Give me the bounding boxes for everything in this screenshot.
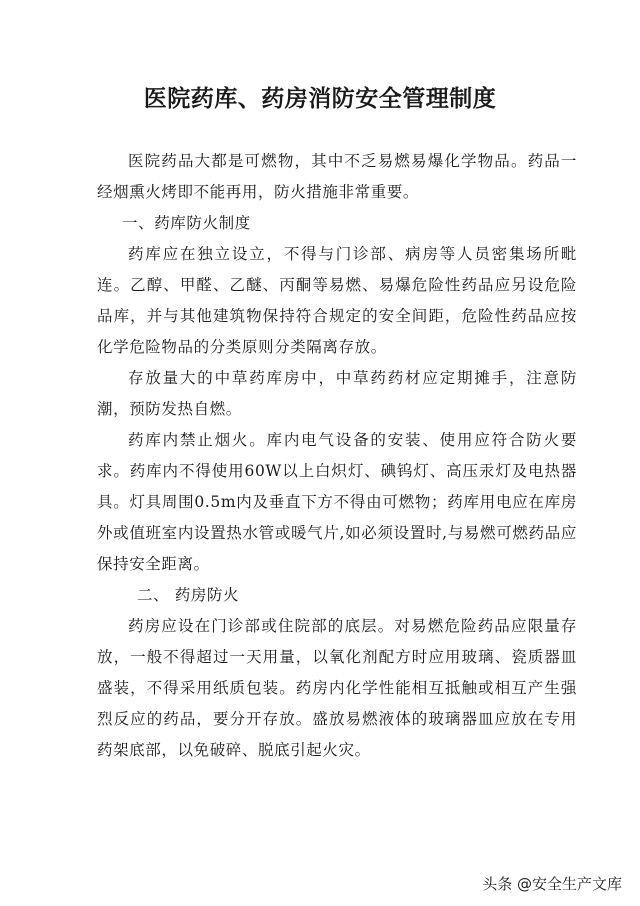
document-title: 医院药库、药房消防安全管理制度 xyxy=(143,86,497,112)
section1-paragraph-2: 存放量大的中草药库房中，中草药药材应定期摊手，注意防潮，预防发热自燃。 xyxy=(97,369,577,418)
intro-paragraph: 医院药品大都是可燃物，其中不乏易燃易爆化学物品。药品一经烟熏火烤即不能再用，防火措施非常重要。 xyxy=(97,152,577,201)
document-body xyxy=(97,146,577,766)
section1-heading: 一、药库防火制度 xyxy=(122,214,251,232)
source-watermark: 头条 @安全生产文库 xyxy=(482,875,622,893)
section1-paragraph-1: 药库应在独立设立，不得与门诊部、病房等人员密集场所毗连。乙醇、甲醛、乙醚、丙酮等易燃、易爆危险性药品应另设危险品库，并与其他建筑物保持符合规定的安全间距，危险性药品应按化学危险物品的分类原则分类隔离存放。 xyxy=(97,245,577,356)
section2-heading: 二、 药房防火 xyxy=(137,586,240,604)
section1-paragraph-3: 药库内禁止烟火。库内电气设备的安装、使用应符合防火要求。药库内不得使用60W以上白炽灯、碘钨灯、高压汞灯及电热器具。灯具周围0.5m内及垂直下方不得由可燃物；药库用电应在库房外或值班室内设置热水管或暖气片,如必须设置时,与易燃可燃药品应保持安全距离。 xyxy=(97,431,577,573)
section2-paragraph-1: 药房应设在门诊部或住院部的底层。对易燃危险药品应限量存放，一般不得超过一天用量，以氧化剂配方时应用玻璃、瓷质器皿盛装，不得采用纸质包装。药房内化学性能相互抵触或相互产生强烈反应的药品，要分开存放。盛放易燃液体的玻璃器皿应放在专用药架底部，以免破碎、脱底引起火灾。 xyxy=(97,617,577,759)
